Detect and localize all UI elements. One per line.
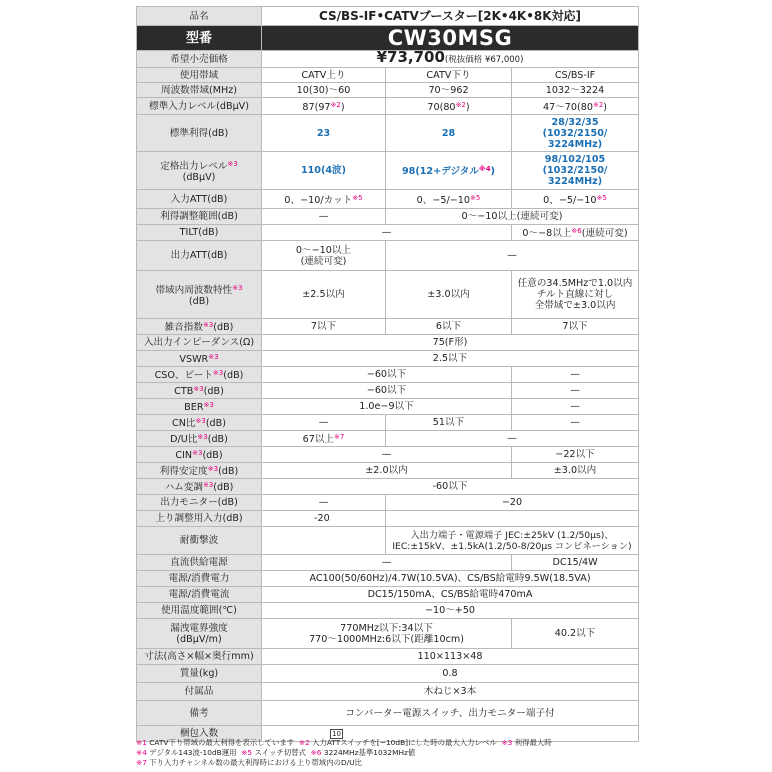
row-remarks (137, 701, 639, 726)
cso-csbs: — (512, 367, 639, 383)
footnote-mark: ※3 (203, 401, 214, 409)
rated-output-label (137, 152, 262, 190)
noise-figure-up: 7以下 (262, 319, 386, 335)
accessory-label: 付属品 (137, 683, 262, 701)
input-att-up (262, 190, 386, 209)
footnote-text: 入力ATTスイッチを[−10dB]にした時の最大入力レベル (309, 738, 497, 747)
cin-label (137, 447, 262, 463)
footnote-mark: ※2 (298, 738, 310, 747)
footnote-mark: ※3 (192, 449, 203, 457)
value: 67以上 (302, 434, 335, 445)
row-impedance (137, 335, 639, 351)
footnote-mark: ※5 (470, 193, 481, 202)
row-input-att (137, 190, 639, 209)
in-band-freq-up: ±2.5以内 (262, 271, 386, 319)
input-att-label: 入力ATT(dB) (137, 190, 262, 209)
label-unit: (dB) (213, 482, 234, 493)
std-gain-label: 標準利得(dB) (137, 115, 262, 152)
weight-value: 0.8 (262, 665, 639, 683)
value: 0〜−8以上 (522, 228, 572, 239)
row-stability (137, 463, 639, 479)
row-in-band-freq (137, 271, 639, 319)
cso-catv: −60以下 (262, 367, 512, 383)
price-note: (税抜価格 ¥67,000) (444, 55, 524, 65)
surge-rest: 入出力端子・電源端子 JEC:±25kV (1.2/50μs)、 IEC:±15kV、±1.5kA(1.2/50-8/20μs コンビネーション) (386, 527, 639, 555)
row-leak (137, 619, 639, 649)
ctb-label (137, 383, 262, 399)
footnote-mark: ※1 (136, 738, 147, 747)
pack-value: 10 (332, 730, 341, 738)
current-label: 電源/消費電流 (137, 587, 262, 603)
current-value: DC15/150mA、CS/BS給電時470mA (262, 587, 639, 603)
ctb-catv: −60以下 (262, 383, 512, 399)
footnote-text: 3224MHz基準1032MHz値 (321, 748, 416, 757)
temp-label: 使用温度範囲(℃) (137, 603, 262, 619)
rated-output-csbs: 98/102/105 (1032/2150/ 3224MHz) (512, 152, 639, 190)
spec-table (136, 6, 639, 742)
footnote-mark: ※3 (232, 283, 243, 292)
label-text: D/U比 (170, 434, 198, 445)
label-unit: (dB) (202, 450, 223, 461)
row-vswr (137, 351, 639, 367)
row-weight (137, 665, 639, 683)
band-label: 使用帯域 (137, 68, 262, 83)
band-csbs: CS/BS-IF (512, 68, 639, 83)
std-input-label: 標準入力レベル(dBμV) (137, 98, 262, 115)
footnote-mark: ※3 (212, 369, 224, 377)
row-surge (137, 527, 639, 555)
row-noise-figure (137, 319, 639, 335)
band-catv-up: CATV上り (262, 68, 386, 83)
footnote-mark: ※3 (227, 159, 238, 168)
dc-supply-catv: — (262, 555, 512, 571)
remarks-label: 備考 (137, 701, 262, 726)
vswr-value: 2.5以下 (262, 351, 639, 367)
gain-adjust-rest: 0〜−10以上(連続可変) (386, 209, 639, 225)
label-unit: (dB) (205, 418, 226, 429)
weight-label: 質量(kg) (137, 665, 262, 683)
value: ) (603, 101, 608, 113)
label-text: 雑音指数 (164, 322, 203, 333)
spec-sheet (136, 6, 638, 742)
input-att-down (386, 190, 512, 209)
model-label: 型番 (137, 26, 262, 51)
row-rated-output (137, 152, 639, 190)
row-cin (137, 447, 639, 463)
vswr-label (137, 351, 262, 367)
footnote-mark: ※2 (330, 100, 341, 109)
footnote-mark: ※2 (455, 100, 466, 109)
stability-label (137, 463, 262, 479)
cn-down: 51以下 (386, 415, 512, 431)
model-number: CW30MSG (262, 26, 639, 51)
row-dc-supply (137, 555, 639, 571)
stability-csbs: ±3.0以内 (512, 463, 639, 479)
value: ) (490, 166, 495, 177)
out-monitor-up: — (262, 495, 386, 511)
label-unit: (dB) (213, 322, 234, 333)
cin-catv: — (262, 447, 512, 463)
label-text: VSWR (179, 354, 209, 365)
row-tilt (137, 225, 639, 241)
footnote-line-2 (136, 748, 646, 758)
value: 0、−5/−10 (543, 194, 597, 206)
cso-label (137, 367, 262, 383)
row-temp (137, 603, 639, 619)
footnote-mark: ※3 (195, 417, 206, 425)
footnote-mark: ※3 (501, 738, 513, 747)
row-power (137, 571, 639, 587)
footnote-text: スイッチ切替式 (252, 748, 306, 757)
up-adjust-input-rest (386, 511, 639, 527)
footnote-text: 下り入力チャンネル数の最大利得時における上り帯域内のD/U比 (146, 758, 362, 767)
row-out-monitor (137, 495, 639, 511)
surge-label: 耐衝撃波 (137, 527, 262, 555)
footnote-mark: ※7 (334, 433, 345, 441)
value: (連続可変) (581, 228, 628, 239)
pack-label: 梱包入数 (137, 726, 262, 742)
size-value: 110×113×48 (262, 649, 639, 665)
impedance-label: 入出力インピーダンス(Ω) (137, 335, 262, 351)
footnote-mark: ※2 (592, 100, 604, 109)
footnote-mark: ※4 (478, 165, 491, 173)
value: 47〜70(80 (542, 101, 593, 113)
out-monitor-label: 出力モニター(dB) (137, 495, 262, 511)
footnote-mark: ※3 (207, 465, 219, 473)
cn-label (137, 415, 262, 431)
row-up-adjust-input (137, 511, 639, 527)
footnote-line-3 (136, 758, 646, 768)
tilt-label: TILT(dB) (137, 225, 262, 241)
freq-label: 周波数帯域(MHz) (137, 83, 262, 98)
du-up (262, 431, 386, 447)
label-unit: (dB) (188, 295, 210, 307)
row-current (137, 587, 639, 603)
size-label: 寸法(高さ×幅×奥行mm) (137, 649, 262, 665)
output-att-rest: — (386, 241, 639, 271)
value: ) (465, 101, 470, 113)
hum-label (137, 479, 262, 495)
temp-value: −10〜+50 (262, 603, 639, 619)
row-du (137, 431, 639, 447)
product-name: CS/BS-IF•CATVブースター[2K•4K•8K対応] (262, 7, 639, 26)
value: 98(12+デジタル (401, 166, 479, 177)
label-text: 帯域内周波数特性 (155, 284, 233, 296)
value: 0、−10/カット (284, 194, 353, 206)
footnote-mark: ※6 (310, 748, 322, 757)
hum-value: -60以下 (262, 479, 639, 495)
rated-output-up: 110(4波) (262, 152, 386, 190)
up-adjust-input-up: -20 (262, 511, 386, 527)
label-unit: (dB) (203, 386, 224, 397)
label-text: ハム変調 (164, 482, 203, 493)
in-band-freq-csbs: 任意の34.5MHzで1.0以内 チルト直線に対し 全帯域で±3.0以内 (512, 271, 639, 319)
noise-figure-csbs: 7以下 (512, 319, 639, 335)
surge-up (262, 527, 386, 555)
row-cso (137, 367, 639, 383)
row-ctb (137, 383, 639, 399)
power-value: AC100(50/60Hz)/4.7W(10.5VA)、CS/BS給電時9.5W(18.5VA) (262, 571, 639, 587)
price-value: ¥73,700 (376, 48, 445, 66)
std-input-up (262, 98, 386, 115)
footnote-mark: ※5 (352, 193, 363, 202)
label-text: CIN (175, 450, 193, 461)
row-accessory (137, 683, 639, 701)
row-hum (137, 479, 639, 495)
footnote-mark: ※7 (136, 758, 147, 767)
freq-up: 10(30)〜60 (262, 83, 386, 98)
label-text: CTB (174, 386, 194, 397)
label-text: CSO、ビート (154, 370, 213, 381)
footnote-text: デジタル143波-10dB運用 (146, 748, 237, 757)
footnotes (136, 738, 646, 768)
label-unit: (dB) (207, 434, 228, 445)
ctb-csbs: — (512, 383, 639, 399)
dc-supply-csbs: DC15/4W (512, 555, 639, 571)
row-std-gain (137, 115, 639, 152)
input-att-csbs (512, 190, 639, 209)
leak-catv: 770MHz以下:34以下 770〜1000MHz:6以下(距離10cm) (262, 619, 512, 649)
label-unit: (dB) (218, 466, 239, 477)
remarks-value: コンバーター電源スイッチ、出力モニター端子付 (262, 701, 639, 726)
std-input-down (386, 98, 512, 115)
product-name-label: 品名 (137, 7, 262, 26)
row-freq (137, 83, 639, 98)
ber-label (137, 399, 262, 415)
footnote-mark: ※3 (202, 321, 214, 329)
footnote-text: CATV下り帯域の最大利得を表示しています (146, 738, 295, 747)
du-label (137, 431, 262, 447)
tilt-catv: — (262, 225, 512, 241)
output-att-up: 0〜−10以上 (連続可変) (262, 241, 386, 271)
du-rest: — (386, 431, 639, 447)
stability-catv: ±2.0以内 (262, 463, 512, 479)
row-gain-adjust (137, 209, 639, 225)
std-gain-csbs: 28/32/35 (1032/2150/ 3224MHz) (512, 115, 639, 152)
accessory-value: 木ねじ×3本 (262, 683, 639, 701)
gain-adjust-label: 利得調整範囲(dB) (137, 209, 262, 225)
ber-catv: 1.0e−9以下 (262, 399, 512, 415)
row-std-input (137, 98, 639, 115)
row-output-att (137, 241, 639, 271)
label-unit: (dBμV) (182, 171, 216, 183)
in-band-freq-label (137, 271, 262, 319)
label-text: BER (184, 402, 204, 413)
leak-label: 漏洩電界強度 (dBμV/m) (137, 619, 262, 649)
label-text: 定格出力レベル (160, 160, 228, 172)
row-product-name (137, 7, 639, 26)
label-text: 利得安定度 (159, 466, 208, 477)
footnote-mark: ※5 (241, 748, 253, 757)
row-model (137, 26, 639, 51)
up-adjust-input-label: 上り調整用入力(dB) (137, 511, 262, 527)
in-band-freq-down: ±3.0以内 (386, 271, 512, 319)
cin-csbs: −22以下 (512, 447, 639, 463)
value: ) (340, 101, 345, 113)
price-label: 希望小売価格 (137, 51, 262, 68)
footnote-text: 利得最大時 (512, 738, 552, 747)
std-gain-down: 28 (386, 115, 512, 152)
rated-output-down (386, 152, 512, 190)
cn-csbs: — (512, 415, 639, 431)
value: 70(80 (427, 101, 456, 113)
tilt-csbs (512, 225, 639, 241)
label-unit: (dB) (223, 370, 244, 381)
gain-adjust-up: — (262, 209, 386, 225)
value: 0、−5/−10 (416, 194, 470, 206)
footnote-mark: ※4 (136, 748, 147, 757)
freq-down: 70〜962 (386, 83, 512, 98)
footnote-mark: ※3 (197, 433, 208, 441)
footnote-mark: ※3 (202, 481, 214, 489)
row-size (137, 649, 639, 665)
std-input-csbs (512, 98, 639, 115)
footnote-mark: ※6 (571, 227, 582, 235)
leak-csbs: 40.2以下 (512, 619, 639, 649)
out-monitor-rest: −20 (386, 495, 639, 511)
cn-up: — (262, 415, 386, 431)
price-cell (262, 48, 639, 68)
output-att-label: 出力ATT(dB) (137, 241, 262, 271)
row-cn (137, 415, 639, 431)
noise-figure-down: 6以下 (386, 319, 512, 335)
footnote-mark: ※3 (193, 385, 204, 393)
ber-csbs: — (512, 399, 639, 415)
footnote-line-1 (136, 738, 646, 748)
power-label: 電源/消費電力 (137, 571, 262, 587)
dc-supply-label: 直流供給電源 (137, 555, 262, 571)
row-ber (137, 399, 639, 415)
band-catv-down: CATV下り (386, 68, 512, 83)
value: 87(97 (302, 101, 331, 113)
noise-figure-label (137, 319, 262, 335)
freq-csbs: 1032〜3224 (512, 83, 639, 98)
impedance-value: 75(F形) (262, 335, 639, 351)
std-gain-up: 23 (262, 115, 386, 152)
label-text: CN比 (172, 418, 196, 429)
row-price (137, 51, 639, 68)
footnote-mark: ※5 (596, 193, 607, 202)
footnote-mark: ※3 (208, 353, 219, 361)
row-band-header (137, 68, 639, 83)
